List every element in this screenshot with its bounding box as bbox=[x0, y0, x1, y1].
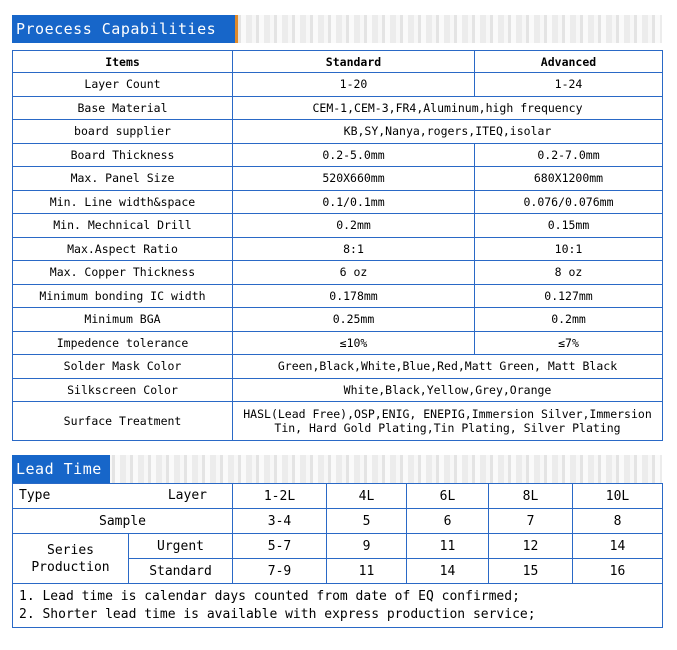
capability-row bbox=[13, 308, 663, 332]
capability-row bbox=[13, 73, 663, 97]
standard-value: 7-9 bbox=[233, 559, 327, 584]
standard-value: 14 bbox=[407, 559, 489, 584]
capability-row bbox=[13, 402, 663, 441]
capability-merged-value: HASL(Lead Free),OSP,ENIG, ENEPIG,Immersion Silver,Immersion Tin, Hard Gold Plating,Tin Plating, Silver Plating bbox=[233, 402, 663, 441]
layer-header: 1-2L bbox=[233, 484, 327, 509]
capability-advanced-value: 0.127mm bbox=[475, 284, 663, 308]
capability-row bbox=[13, 214, 663, 238]
capability-row bbox=[13, 355, 663, 379]
capability-item: Minimum bonding IC width bbox=[13, 284, 233, 308]
capability-standard-value: 0.1/0.1mm bbox=[233, 190, 475, 214]
capability-row bbox=[13, 120, 663, 144]
sample-row bbox=[13, 509, 663, 534]
capability-merged-value: KB,SY,Nanya,rogers,ITEQ,isolar bbox=[233, 120, 663, 144]
header-items: Items bbox=[13, 51, 233, 73]
capability-standard-value: 520X660mm bbox=[233, 167, 475, 191]
capability-row bbox=[13, 331, 663, 355]
notes-cell bbox=[13, 584, 663, 628]
capability-item: Max.Aspect Ratio bbox=[13, 237, 233, 261]
sample-value: 6 bbox=[407, 509, 489, 534]
capability-row bbox=[13, 237, 663, 261]
capabilities-header-bar bbox=[12, 15, 662, 43]
lead-time-table bbox=[12, 483, 663, 628]
lead-time-header-bar bbox=[12, 455, 662, 483]
capability-merged-value: Green,Black,White,Blue,Red,Matt Green, Matt Black bbox=[233, 355, 663, 379]
sample-value: 3-4 bbox=[233, 509, 327, 534]
urgent-row bbox=[13, 534, 663, 559]
series-production-label: Series Production bbox=[13, 534, 129, 584]
capability-item: Layer Count bbox=[13, 73, 233, 97]
capability-item: Impedence tolerance bbox=[13, 331, 233, 355]
layer-header: 6L bbox=[407, 484, 489, 509]
layer-header: 10L bbox=[573, 484, 663, 509]
capability-standard-value: 0.2-5.0mm bbox=[233, 143, 475, 167]
layer-header: 4L bbox=[327, 484, 407, 509]
capability-item: Min. Mechnical Drill bbox=[13, 214, 233, 238]
type-label: Type bbox=[19, 488, 51, 503]
type-layer-cell bbox=[13, 484, 233, 509]
capability-item: Silkscreen Color bbox=[13, 378, 233, 402]
note-line: 2. Shorter lead time is available with express production service; bbox=[19, 606, 536, 622]
layer-label: Layer bbox=[167, 488, 207, 503]
capability-advanced-value: 0.076/0.076mm bbox=[475, 190, 663, 214]
sample-value: 7 bbox=[489, 509, 573, 534]
layer-header: 8L bbox=[489, 484, 573, 509]
notes-row bbox=[13, 584, 663, 628]
standard-value: 15 bbox=[489, 559, 573, 584]
capability-row bbox=[13, 167, 663, 191]
capability-row bbox=[13, 261, 663, 285]
capability-item: Max. Panel Size bbox=[13, 167, 233, 191]
capability-item: Base Material bbox=[13, 96, 233, 120]
capability-standard-value: 6 oz bbox=[233, 261, 475, 285]
lead-header-row bbox=[13, 484, 663, 509]
capability-standard-value: 1-20 bbox=[233, 73, 475, 97]
capability-item: Board Thickness bbox=[13, 143, 233, 167]
capability-advanced-value: ≤7% bbox=[475, 331, 663, 355]
capability-item: Min. Line width&space bbox=[13, 190, 233, 214]
sample-label: Sample bbox=[13, 509, 233, 534]
capability-standard-value: 0.25mm bbox=[233, 308, 475, 332]
capability-item: Solder Mask Color bbox=[13, 355, 233, 379]
capability-merged-value: White,Black,Yellow,Grey,Orange bbox=[233, 378, 663, 402]
capability-row bbox=[13, 190, 663, 214]
capability-advanced-value: 8 oz bbox=[475, 261, 663, 285]
capability-standard-value: 0.2mm bbox=[233, 214, 475, 238]
sample-value: 8 bbox=[573, 509, 663, 534]
urgent-value: 12 bbox=[489, 534, 573, 559]
capability-standard-value: 0.178mm bbox=[233, 284, 475, 308]
capability-item: board supplier bbox=[13, 120, 233, 144]
capability-row bbox=[13, 96, 663, 120]
capability-standard-value: 8:1 bbox=[233, 237, 475, 261]
lead-time-title: Lead Time bbox=[12, 455, 110, 483]
sample-value: 5 bbox=[327, 509, 407, 534]
urgent-value: 5-7 bbox=[233, 534, 327, 559]
capability-advanced-value: 0.15mm bbox=[475, 214, 663, 238]
capability-row bbox=[13, 284, 663, 308]
capabilities-header-row bbox=[13, 51, 663, 73]
standard-label: Standard bbox=[129, 559, 233, 584]
capability-advanced-value: 1-24 bbox=[475, 73, 663, 97]
capabilities-table bbox=[12, 50, 663, 441]
capabilities-title: Proecess Capabilities bbox=[12, 15, 238, 43]
capability-advanced-value: 680X1200mm bbox=[475, 167, 663, 191]
capability-row bbox=[13, 143, 663, 167]
urgent-value: 14 bbox=[573, 534, 663, 559]
header-advanced: Advanced bbox=[475, 51, 663, 73]
capability-item: Minimum BGA bbox=[13, 308, 233, 332]
note-line: 1. Lead time is calendar days counted from date of EQ confirmed; bbox=[19, 588, 520, 604]
capability-item: Max. Copper Thickness bbox=[13, 261, 233, 285]
capability-row bbox=[13, 378, 663, 402]
urgent-label: Urgent bbox=[129, 534, 233, 559]
urgent-value: 11 bbox=[407, 534, 489, 559]
standard-value: 16 bbox=[573, 559, 663, 584]
capability-item: Surface Treatment bbox=[13, 402, 233, 441]
header-standard: Standard bbox=[233, 51, 475, 73]
standard-value: 11 bbox=[327, 559, 407, 584]
capability-advanced-value: 0.2-7.0mm bbox=[475, 143, 663, 167]
capability-advanced-value: 10:1 bbox=[475, 237, 663, 261]
capability-merged-value: CEM-1,CEM-3,FR4,Aluminum,high frequency bbox=[233, 96, 663, 120]
capability-standard-value: ≤10% bbox=[233, 331, 475, 355]
urgent-value: 9 bbox=[327, 534, 407, 559]
capability-advanced-value: 0.2mm bbox=[475, 308, 663, 332]
